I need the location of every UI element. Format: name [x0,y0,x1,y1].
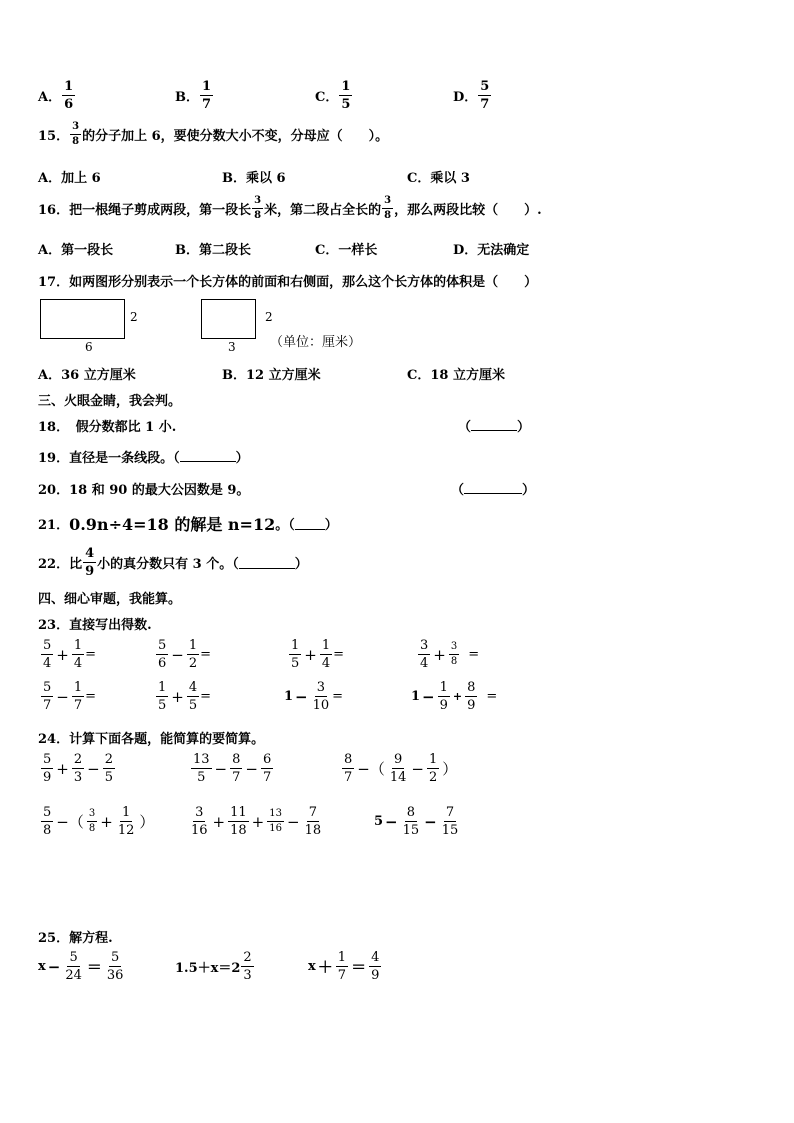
q15-option-b[interactable]: B．乘以 6 [222,171,286,186]
fraction [83,547,96,578]
fraction [72,639,84,670]
q15-option-a[interactable]: A．加上 6 [38,171,101,186]
fraction [41,639,53,670]
operator: + [212,812,226,831]
numerator: 4 [85,546,95,561]
fraction [41,681,53,712]
q23-expression[interactable]: 1 − $\frac{1}{9}$ + $\frac{8}{9}$ = [411,680,498,713]
operator: − [214,759,228,778]
fraction [187,681,199,712]
q15-stem: 15． $\frac{3}{8}$ 的分子加上 6，要使分数大小不变，分母应（ ）。 [38,121,389,147]
fraction [465,681,477,712]
side-face-rectangle [201,299,256,339]
q24-title: 24．计算下面各题，能简算的要简算。 [38,732,265,747]
q25-equation[interactable]: x − $\frac{5}{24}$ ＝ $\frac{5}{36}$ [38,950,124,983]
numerator: 2 [73,752,83,767]
denominator: 12 [117,823,135,838]
fraction [303,806,324,837]
fraction [189,806,210,837]
operator: + [56,759,69,778]
q20-answer-blank[interactable]: （ ） [451,483,536,498]
q17-stem: 17．如两图形分别表示一个长方体的前面和右侧面，那么这个长方体的体积是（ ） [38,275,538,290]
denominator: 5 [341,97,351,112]
denominator: 15 [441,823,459,838]
q14-option-c[interactable]: C． $\frac{1}{5}$ [315,79,351,112]
q25-equation[interactable]: 1.5＋x＝2 $\frac{2}{3}$ [175,950,252,983]
fraction [336,951,348,982]
denominator: 9 [439,698,448,713]
fraction [440,806,461,837]
q20-text: 20．18 和 90 的最大公因数是 9。 [38,483,250,498]
numerator: 11 [230,805,247,820]
denominator: 8 [43,823,52,838]
denominator: 5 [158,698,167,713]
operator: + [304,645,317,664]
fraction [339,80,352,111]
numerator: 8 [467,680,476,695]
numerator: 5 [111,950,120,965]
q24-expression[interactable] [40,806,156,837]
q23-expression[interactable]: $\frac{5}{7}$ − $\frac{1}{7}$ = [43,680,97,713]
denominator: 4 [73,656,83,671]
fraction [418,639,430,670]
q24-expression[interactable]: 5 − $\frac{8}{15}$ − $\frac{7}{15}$ [374,805,459,838]
fraction [70,122,81,147]
operator: + [433,645,446,664]
fraction [62,80,75,111]
q25-title: 25．解方程. [38,931,113,946]
operator: −（ [56,813,84,831]
operator: ＝ [86,958,102,976]
numerator: 5 [43,805,52,820]
numerator: 3 [420,638,429,653]
denominator: 7 [344,770,353,785]
numerator: 1 [73,638,83,653]
denominator: 6 [64,97,74,112]
numerator: 3 [316,680,326,695]
q23-expression[interactable]: $\frac{5}{4}$ + $\frac{1}{4}$ = [43,638,97,671]
numerator: 3 [87,809,97,822]
denominator: 9 [85,564,95,579]
numerator: 3 [382,196,393,209]
numerator: 6 [262,752,272,767]
fraction [72,681,84,712]
fraction [320,639,332,670]
fraction [156,639,168,670]
denominator: 7 [202,97,212,112]
denominator: 16 [269,823,282,834]
denominator: 9 [371,968,380,983]
denominator: 24 [65,968,82,983]
q22-answer-blank[interactable] [239,556,295,569]
fraction [63,951,84,982]
denominator: 4 [321,656,331,671]
numerator: 8 [406,805,416,820]
q18-answer-blank[interactable]: （ ） [458,420,531,435]
operator: + [251,812,265,831]
fraction [478,80,491,111]
denominator: 3 [73,770,83,785]
q19-text: 19．直径是一条线段。（ ） [38,451,249,466]
denominator: 14 [389,770,407,785]
numerator: 1 [428,752,438,767]
fraction [187,639,199,670]
fraction [105,951,126,982]
q23-expression[interactable]: $\frac{3}{4}$ + $\frac{3}{8}$ = [420,638,480,671]
operator: −（ [357,760,385,778]
q16-option-d[interactable]: D．无法确定 [453,243,530,258]
denominator: 8 [254,210,262,221]
section-4-heading: 四、细心审题，我能算。 [38,592,182,607]
denominator: 10 [312,698,330,713]
q14-option-a[interactable]: A． $\frac{1}{6}$ [38,79,74,112]
fraction [72,753,84,784]
fraction [41,753,53,784]
numerator: 3 [449,642,459,655]
denominator: 18 [230,823,247,838]
operator: − [422,687,435,706]
numerator: 7 [445,805,455,820]
fraction [438,681,450,712]
q23-expression[interactable]: $\frac{1}{5}$ + $\frac{1}{4}$ = [291,638,345,671]
q23-expression[interactable]: $\frac{1}{5}$ + $\frac{4}{5}$ = [158,680,212,713]
operator: − [56,687,69,706]
q17-option-a[interactable]: A．36 立方厘米 [38,368,136,383]
q24-expression[interactable] [40,753,116,784]
q14-option-d[interactable]: D． $\frac{5}{7}$ [453,79,490,112]
numerator: 5 [69,950,78,965]
operator: − [87,759,100,778]
operator: − [286,812,300,831]
numerator: 1 [121,805,131,820]
fraction [41,806,53,837]
denominator: 7 [232,770,241,785]
operator: + [452,690,463,703]
operator: − [295,687,308,706]
operator: − [47,957,61,976]
q22-text: 22．比 $\frac{4}{9}$ 小的真分数只有 3 个。（ ） [38,546,308,579]
numerator: 1 [202,79,212,94]
fig1-height-label: 2 [130,310,138,324]
q17-option-b[interactable]: B．12 立方厘米 [222,368,321,383]
fraction [289,639,301,670]
numerator: 3 [195,805,204,820]
q24-expression[interactable] [341,753,459,784]
denominator: 8 [384,210,392,221]
numerator: 1 [64,79,74,94]
operator: ＋ [317,958,333,976]
operator: + [56,645,69,664]
q19-answer-blank[interactable] [180,461,236,462]
fraction [228,806,249,837]
fraction [267,809,284,834]
denominator: 5 [104,770,113,785]
fraction [116,806,137,837]
operator: − [245,759,258,778]
numerator: 9 [393,752,403,767]
operator: + [171,687,184,706]
denominator: 8 [450,656,458,667]
denominator: 7 [337,968,347,983]
operator: − [171,645,184,664]
q15-option-c[interactable]: C．乘以 3 [407,171,470,186]
front-face-rectangle [40,299,125,339]
q18-text: 18． 假分数都比 1 小. [38,420,177,435]
numerator: 4 [188,680,198,695]
numerator: 5 [43,752,52,767]
q21-text: 21． 0.9n÷4=18 的解是 n=12 。（ ） [38,515,338,534]
numerator: 5 [43,638,52,653]
numerator: 1 [291,638,300,653]
numerator: 5 [43,680,52,695]
fraction [87,809,97,834]
denominator: 7 [262,770,272,785]
numerator: 13 [267,809,284,822]
denominator: 7 [43,698,52,713]
fraction [191,753,212,784]
denominator: 8 [72,136,80,147]
numerator: 13 [193,752,210,767]
fraction [252,196,263,221]
numerator: 3 [70,122,81,135]
denominator: 9 [467,698,476,713]
q14-option-b[interactable]: B． $\frac{1}{7}$ [175,79,212,112]
q24-expression[interactable] [188,806,324,837]
operator: ） [442,760,458,778]
fraction [311,681,332,712]
numerator: 5 [158,638,167,653]
denominator: 36 [106,968,124,983]
fraction [342,753,354,784]
numerator: 1 [341,79,351,94]
operator: ＝ [351,958,367,976]
fig2-height-label: 2 [265,310,273,324]
fraction [449,642,459,667]
fraction [156,681,168,712]
denominator: 18 [304,823,322,838]
numerator: 1 [188,638,198,653]
numerator: 3 [252,196,263,209]
denominator: 6 [158,656,167,671]
q16-option-c[interactable]: C．一样长 [315,243,378,258]
operator: − [411,759,424,778]
denominator: 7 [73,698,83,713]
numerator: 5 [480,79,490,94]
fig1-width-label: 6 [85,340,93,354]
fraction [401,806,422,837]
fraction [261,753,273,784]
denominator: 15 [402,823,420,838]
denominator: 2 [428,770,438,785]
denominator: 5 [197,770,206,785]
operator: − [424,812,437,831]
fig2-width-label: 3 [228,340,236,354]
fraction [382,196,393,221]
numerator: 1 [337,950,347,965]
denominator: 5 [188,698,198,713]
numerator: 1 [321,638,331,653]
q16-option-b[interactable]: B．第二段长 [175,243,251,258]
numerator: 1 [158,680,167,695]
fraction [241,951,253,982]
denominator: 9 [43,770,52,785]
operator: − [385,812,398,831]
numerator: 2 [104,752,113,767]
q16-option-a[interactable]: A．第一段长 [38,243,114,258]
operator: + [100,812,113,831]
section-3-heading: 三、火眼金睛，我会判。 [38,394,182,409]
denominator: 8 [88,823,96,834]
q23-expression[interactable]: $\frac{5}{6}$ − $\frac{1}{2}$ = [158,638,212,671]
fraction [230,753,242,784]
q25-equation[interactable]: x ＋ $\frac{1}{7}$ ＝ $\frac{4}{9}$ [308,950,380,983]
denominator: 7 [480,97,490,112]
denominator: 4 [420,656,429,671]
numerator: 4 [371,950,380,965]
denominator: 16 [191,823,208,838]
numerator: 1 [73,680,83,695]
operator: ） [139,813,155,831]
numerator: 8 [232,752,241,767]
denominator: 4 [43,656,52,671]
q23-title: 23．直接写出得数. [38,618,152,633]
q17-option-c[interactable]: C．18 立方厘米 [407,368,505,383]
fraction [369,951,381,982]
fraction [388,753,409,784]
q21-answer-blank[interactable] [295,517,325,530]
denominator: 3 [243,968,252,983]
fraction [200,80,213,111]
q16-stem: 16． 把一根绳子剪成两段，第一段长 $\frac{3}{8}$ 米，第二段占全长的 $\frac{3}{8}$ ，那么两段比较（ ）. [38,195,542,221]
numerator: 7 [308,805,317,820]
numerator: 2 [243,950,252,965]
fraction [103,753,115,784]
denominator: 5 [291,656,300,671]
q23-expression[interactable]: 1 − $\frac{3}{10}$ = [284,680,344,713]
q24-expression[interactable] [190,753,274,784]
unit-label: （单位：厘米） [270,335,362,350]
denominator: 2 [188,656,198,671]
numerator: 8 [344,752,353,767]
fraction [427,753,439,784]
numerator: 1 [439,680,448,695]
